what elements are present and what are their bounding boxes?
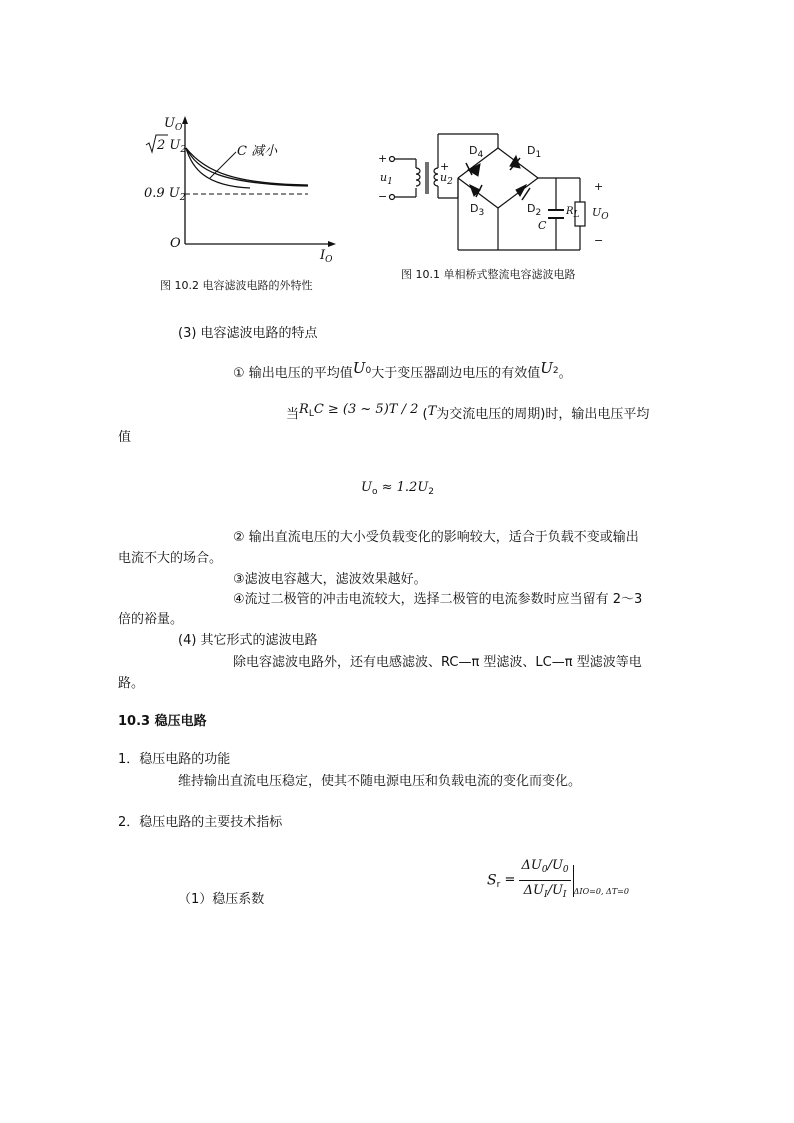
uo-label: $U_O$ bbox=[592, 206, 609, 222]
feature-2-line2: 电流不大的场合。 bbox=[118, 551, 223, 566]
input-plus: + bbox=[378, 152, 388, 165]
section-3-heading: (3) 电容滤波电路的特点 bbox=[178, 326, 318, 341]
d4-label: $D_4$ bbox=[469, 144, 484, 160]
output-plus: + bbox=[594, 180, 604, 193]
section-10-3-title: 10.3 稳压电路 bbox=[118, 714, 207, 729]
x-axis-label: $I_O$ bbox=[320, 248, 333, 265]
level-label: 0.9 $U_2$ bbox=[144, 186, 186, 203]
section-4-line1: 除电容滤波电路外，还有电感滤波、RC—π 型滤波、LC—π 型滤波等电 bbox=[233, 655, 642, 670]
feature-3: ③滤波电容越大，滤波效果越好。 bbox=[233, 572, 427, 587]
u2-label: $u_2$ bbox=[440, 171, 453, 187]
y-axis-label: $U_O$ bbox=[164, 116, 183, 133]
y-axis-arrow bbox=[182, 116, 188, 124]
transformer-secondary bbox=[434, 168, 438, 186]
origin-label: O bbox=[170, 236, 181, 251]
input-terminal-top bbox=[390, 157, 395, 162]
section-4-heading: (4) 其它形式的滤波电路 bbox=[178, 633, 318, 648]
feature-1-condition: 当$R^LC \ge (3$ ~ 5)T / 2 (T为交流电压的周期)时，输出电压平均 bbox=[286, 402, 650, 422]
input-minus: − bbox=[378, 190, 388, 203]
item-1-title: 1．稳压电路的功能 bbox=[118, 752, 231, 767]
d1-label: $D_1$ bbox=[527, 144, 542, 160]
feature-4-line2: 倍的裕量。 bbox=[118, 612, 184, 627]
diode-d2 bbox=[516, 185, 526, 196]
average-voltage-equation: $U_o \approx 1.2U_2$ bbox=[361, 480, 435, 497]
curve-note: C 减小 bbox=[237, 144, 278, 159]
capacitor-label: C bbox=[538, 219, 547, 232]
figure-10-1 bbox=[370, 128, 620, 258]
input-terminal-bottom bbox=[390, 195, 395, 200]
output-minus: − bbox=[594, 234, 604, 247]
item-2-title: 2．稳压电路的主要技术指标 bbox=[118, 815, 283, 830]
sqrt-label: 2 $U_2$ bbox=[157, 138, 187, 155]
bridge-rectifier-circuit bbox=[370, 128, 620, 258]
item-1-text: 维持输出直流电压稳定，使其不随电源电压和负载电流的变化而变化。 bbox=[178, 774, 582, 789]
transformer-primary bbox=[416, 168, 420, 186]
d2-label: $D_2$ bbox=[527, 202, 542, 218]
u1-label: $u_1$ bbox=[380, 171, 393, 187]
subitem-1-label: （1）稳压系数 bbox=[178, 892, 265, 907]
figure-10-2 bbox=[130, 112, 350, 272]
feature-1-condition-cont: 值 bbox=[118, 430, 132, 445]
feature-4-line1: ④流过二极管的冲击电流较大，选择二极管的电流参数时应当留有 2～3 bbox=[233, 592, 643, 607]
x-axis-arrow bbox=[328, 241, 336, 247]
d3-label: $D_3$ bbox=[470, 202, 485, 218]
feature-1: ① 输出电压的平均值$U^0$大于变压器副边电压的有效值$U^2$。 bbox=[233, 359, 572, 381]
figure-10-2-caption: 图 10.2 电容滤波电路的外特性 bbox=[160, 279, 313, 292]
figure-10-1-caption: 图 10.1 单相桥式整流电容滤波电路 bbox=[401, 268, 576, 281]
secondary-plus: + bbox=[440, 160, 450, 173]
section-4-line2: 路。 bbox=[118, 676, 145, 691]
feature-2-line1: ② 输出直流电压的大小受负载变化的影响较大，适合于负载不变或输出 bbox=[233, 530, 639, 545]
rl-label: RL bbox=[566, 206, 580, 220]
stability-coefficient-formula: $S_r$ = $\frac{\Delta U_0/U_0}{\Delta U_I/U_I}$ $_{\Delta IO=0, \Delta T=0}$ bbox=[487, 858, 629, 900]
